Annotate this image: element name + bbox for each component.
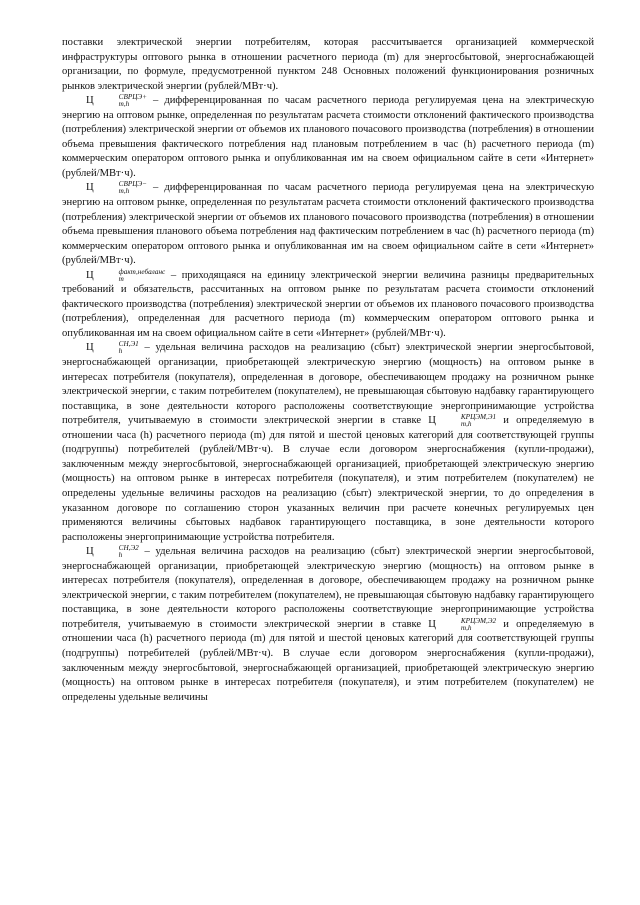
inline-formula-superscript: КРЦЭМ,Э2 [460, 616, 497, 625]
formula-subscript: h [118, 551, 123, 560]
inline-formula-subscript: m,h [460, 420, 472, 429]
paragraph-text: – дифференцированная по часам расчетного периода регулируемая цена на электрическую энергию на оптовом рынке, определенная по результатам расчета стоимости отклонений фактического производства (потребления) электрической энергии от объемов их планового почасового производства (потребления) в отношении объема превышения планового объема потребления над фактическим потреблением в час (h) расчетного периода (m) коммерческим оператором оптового рынка и опубликованная им на своем официальном сайте в сети «Интернет» (рублей/МВт·ч). [62, 182, 594, 267]
formula-subscript: h [118, 347, 123, 356]
formula-symbol: Ц СН,Э2 h [86, 544, 139, 560]
formula-symbol: Ц СВРЦЭ− m,h [86, 180, 147, 196]
formula-superscript: СН,Э2 [118, 544, 139, 553]
inline-formula-symbol: Ц КРЦЭМ,Э2 m,h [428, 616, 497, 632]
paragraph-text: – приходящаяся на единицу электрической энергии величина разницы предварительных требований и обязательств, рассчитанных на оптовом рынке по результатам расчета стоимости отклонений фактического производства (потребления) электрической энергии от объемов их планового почасового производства (потребления), определенная для расчетного периода (m) коммерческим оператором оптового рынка и опубликованная им на своем официальном сайте в сети «Интернет» (рублей/МВт·ч). [62, 269, 594, 339]
formula-subscript: m,h [118, 100, 130, 109]
paragraph-sales-cost-e1-definition [62, 341, 594, 545]
formula-superscript: факт,небаланс [118, 267, 166, 276]
paragraph-text: – удельная величина расходов на реализацию (сбыт) электрической энергии энергосбытовой, энергоснабжающей организации, приобретающей электрическую энергию (мощность) на оптовом рынке в интересах потребителя (покупателя), определенная в договоре, обеспечивающем продажу на розничном рынке электрической энергии, с таким потребителем (покупателем), не превышающая сбытовую надбавку гарантирующего поставщика, в зоне деятельности которого расположены соответствующие энергопринимающие устройства потребителя, учитываемую в стоимости электрической энергии в ставке [62, 546, 594, 630]
inline-formula-symbol: Ц КРЦЭМ,Э1 m,h [428, 413, 497, 429]
paragraph-price-minus-definition [62, 181, 594, 268]
formula-superscript: СН,Э1 [118, 340, 139, 349]
formula-subscript: m [118, 274, 124, 283]
paragraph-text-continued: и определяемую в отношении часа (h) расчетного периода (m) для пятой и шестой ценовых категорий для соответствующей группы (подгруппы) потребителей (рублей/МВт·ч). В случае если договором энергоснабжения (купли-продажи), заключенным между энергосбытовой, энергоснабжающей организацией, приобретающей электрическую энергию (мощность) на оптовом рынке в интересах потребителя (покупателя), и этим потребителем (покупателем) не определены удельные величины [62, 618, 594, 703]
formula-symbol: Ц факт,небаланс m [86, 267, 166, 283]
paragraph-imbalance-definition [62, 269, 594, 342]
formula-symbol: Ц СН,Э1 h [86, 340, 139, 356]
formula-superscript: СВРЦЭ− [118, 180, 147, 189]
paragraph-price-plus-definition [62, 94, 594, 181]
formula-superscript: СВРЦЭ+ [118, 93, 147, 102]
paragraph-text-continued: и определяемую в отношении часа (h) расчетного периода (m) для пятой и шестой ценовых категорий для соответствующей группы (подгруппы) потребителей (рублей/МВт·ч). В случае если договором энергоснабжения (купли-продажи), заключенным между энергосбытовой, энергоснабжающей организацией, приобретающей электрическую энергию (мощность) на оптовом рынке в интересах потребителя (покупателя), и этим потребителем (покупателем) не определены удельные величины расходов на реализацию (сбыт) электрической энергии, то до определения в указанном договоре по соглашению сторон указанных величин при расчете конечных регулируемых цен применяются величины сбытовых надбавок гарантирующего поставщика, в зоне деятельности которого расположены энергопринимающие устройства потребителя. [62, 415, 594, 543]
inline-formula-superscript: КРЦЭМ,Э1 [460, 413, 497, 422]
paragraph-sales-cost-e2-definition [62, 545, 594, 705]
inline-formula-subscript: m,h [460, 623, 472, 632]
paragraph-text: – удельная величина расходов на реализацию (сбыт) электрической энергии энергосбытовой, энергоснабжающей организации, приобретающей электрическую энергию (мощность) на оптовом рынке в интересах потребителя (покупателя), определенная в договоре, обеспечивающем продажу на розничном рынке электрической энергии, с таким потребителем (покупателем), не превышающая сбытовую надбавку гарантирующего поставщика, в зоне деятельности которого расположены соответствующие энергопринимающие устройства потребителя, учитываемую в стоимости электрической энергии в ставке [62, 342, 594, 427]
paragraph-text: – дифференцированная по часам расчетного периода регулируемая цена на электрическую энергию на оптовом рынке, определенная по результатам расчета стоимости отклонений фактического производства (потребления) электрической энергии от объемов их планового почасового производства (потребления) в отношении объема превышения фактического потребления над плановым потреблением в час (h) расчетного периода (m) коммерческим оператором оптового рынка и опубликованная им на своем официальном сайте в сети «Интернет» (рублей/МВт·ч). [62, 95, 594, 179]
formula-symbol: Ц СВРЦЭ+ m,h [86, 93, 147, 109]
paragraph-intro-continuation: поставки электрической энергии потребителям, которая рассчитывается организацией коммерческой инфраструктуры оптового рынка в отношении расчетного периода (m) для энергосбытовой, энергоснабжающей организации, по формуле, предусмотренной пунктом 248 Основных положений функционирования розничных рынков электрической энергии (рублей/МВт·ч). [62, 37, 594, 92]
formula-subscript: m,h [118, 187, 130, 196]
